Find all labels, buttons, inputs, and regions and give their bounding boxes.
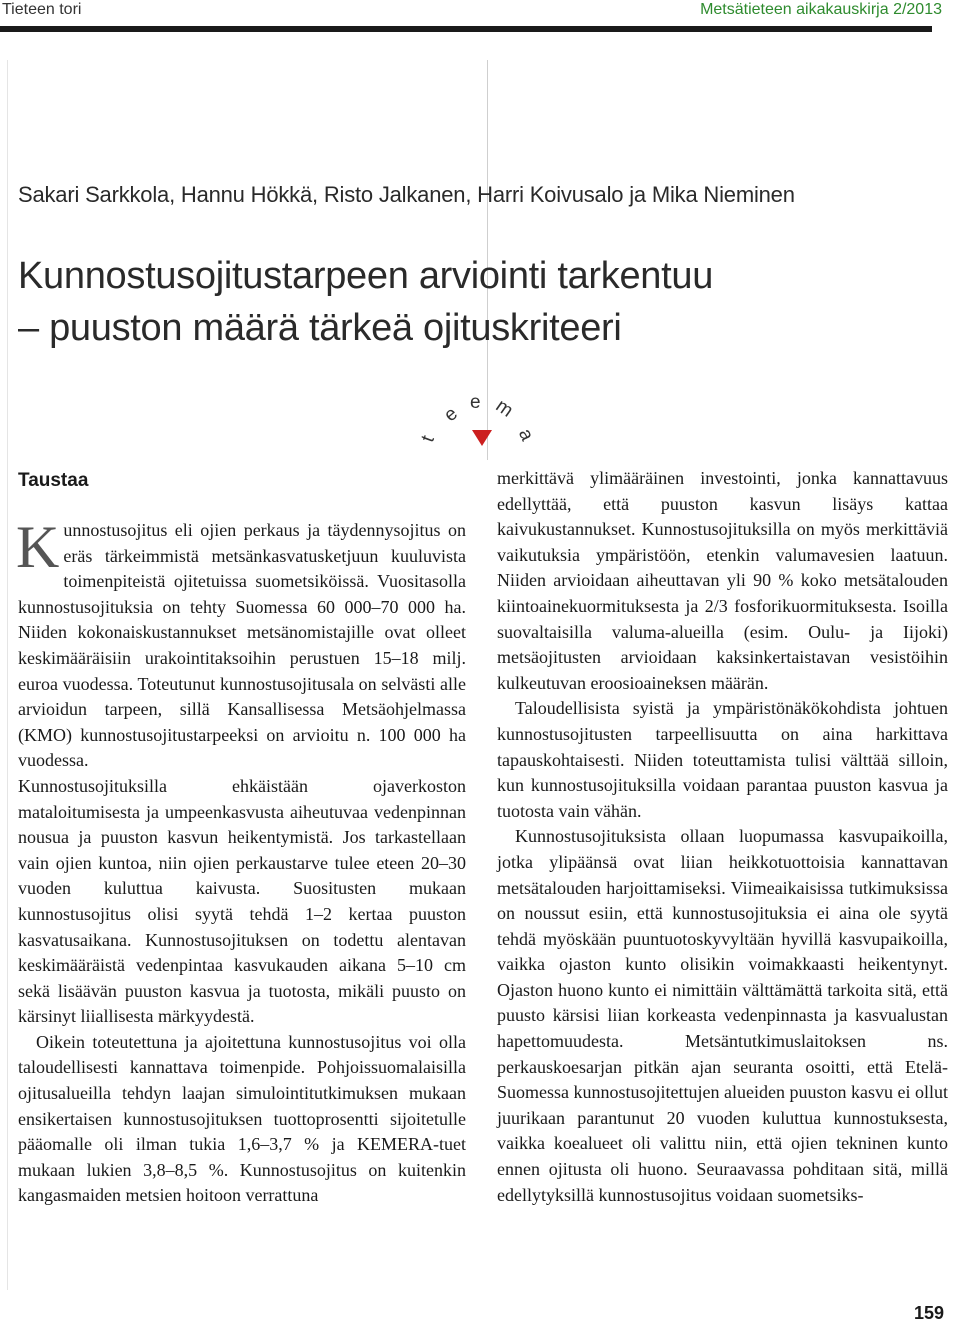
section-heading: Taustaa bbox=[18, 470, 89, 491]
teema-letter: m bbox=[491, 395, 517, 422]
journal-label: Metsätieteen aikakauskirja 2/2013 bbox=[700, 1, 942, 18]
article-authors: Sakari Sarkkola, Hannu Hökkä, Risto Jalkanen, Harri Koivusalo ja Mika Nieminen bbox=[18, 182, 795, 207]
teema-letter: t bbox=[417, 432, 439, 445]
drop-cap: K bbox=[16, 514, 60, 580]
paragraph: Taloudellisista syistä ja ympäristönäkökohdista johtuen kunnostusojitusten tarpeellisuutta on aina harkittava tapauskohtaisesti. Niiden toteuttamista tulisi välttää silloin, kun kunnostusojituksilla voidaan parantaa puuston kasvua ja tuotosta vain vähän. bbox=[497, 698, 948, 821]
teema-letter: e bbox=[440, 403, 462, 427]
title-line-1: Kunnostusojitustarpeen arviointi tarkentuu bbox=[18, 255, 714, 297]
paragraph: Oikein toteutettuna ja ajoitettuna kunnostusojitus voi olla taloudellisesti kannattava toimenpide. Pohjoissuomalaisilla ojitusalueilla tehdyn laajan simulointitutkimuksen mukaan ensikertaisen kunnostusojituksen tuottoprosentti sijoitetulle pääomalle oli ilman tukia 1,6–3,7 % ja KEMERA-tuet mukaan lukien 3,8–8,5 %. Kunnostusojitus on kuitenkin kangasmaiden metsien hoitoon verrattuna bbox=[18, 1031, 466, 1206]
header-rule bbox=[0, 26, 932, 32]
page-number: 159 bbox=[913, 1303, 944, 1323]
left-column bbox=[18, 468, 466, 1209]
paragraph bbox=[16, 514, 466, 774]
paragraph: merkittävä ylimääräinen investointi, jonka kannattavuus edellyttää, että puuston kasvun lisäys kattaa kaivukustannukset. Kunnostusojituksilla on myös merkittäviä vaikutuksia ympäristöön, etenkin valumavesien laatuun. Niiden arvioidaan aiheuttavan yli 90 % koko metsätalouden kiintoainekuormituksesta ja 2/3 fosforikuormituksesta. Isoilla suovaltaisilla valuma-alueilla (esim. Oulu- ja Iijoki) metsäojitusten arvioidaan kaksinkertaistavan vesistöihin kulkeutuvan eroosioaineksen määrän. bbox=[497, 468, 948, 693]
paragraph: Kunnostusojituksilla ehkäistään ojaverkoston mataloitumisesta ja umpeenkasvusta aiheutuvaa vedenpinnan nousua ja puuston kasvun heikentymistä. Jos tarkastellaan vain ojien kuntoa, niin ojien perkaustarve tulee eteen 20–30 vuoden kuluttua kaivusta. Suositusten mukaan kunnostusojitus olisi syytä tehdä 1–2 kertaa puuston kasvatusaikana. Kunnostusojituksen on todettu alentavan keskimääräistä vedenpintaa kasvukauden aikana 5–10 cm sekä lisäävän puuston kasvua ja tuotosta, mikäli puusto on kärsinyt liiallisesta märkyydestä. bbox=[18, 775, 466, 1027]
teema-badge bbox=[417, 390, 550, 450]
right-column bbox=[497, 466, 948, 1208]
article-title bbox=[18, 250, 938, 354]
paragraph-text: unnostusojitus eli ojien perkaus ja täydennysojitus on eräs tärkeimmistä metsänkasvatusketjuun kuuluvista toimenpiteistä ojitetuissa suometsiköissä. Vuositasolla kunnostusojituksia on tehty Suomessa 60 000–70 000 ha. Niiden kokonaiskustannukset metsänomistajille ovat olleet keskimääräisiin urakointitaksoihin perustuen 15–18 milj. euroa vuodessa. Toteutunut kunnostusojitusala on selvästi alle arvioidun tarpeen, sillä Kansallisessa Metsäohjelmassa (KMO) kunnostusojitustarpeeksi on arvioitu n. 100 000 ha vuodessa. bbox=[18, 520, 466, 771]
teema-letter: a bbox=[513, 425, 538, 445]
triangle-marker-icon bbox=[472, 430, 492, 446]
teema-letter: e bbox=[470, 392, 481, 413]
title-line-2: – puuston määrä tärkeä ojituskriteeri bbox=[18, 307, 622, 349]
margin-line bbox=[7, 60, 8, 1290]
running-header bbox=[0, 0, 960, 26]
section-label: Tieteen tori bbox=[2, 1, 82, 18]
paragraph: Kunnostusojituksista ollaan luopumassa kasvupaikoilla, jotka ylipäänsä ovat liian heikkotuottoisia kannattavan metsätalouden harjoittamiseksi. Viimeaikaisissa tutkimuksissa on noussut esiin, että kunnostusojituksia ei aina ole syytä tehdä myöskään puuntuotoskyvyltään hyvillä kasvupaikoilla, vaikka ojaston kunto olisikin voimakkaasti heikentynyt. Ojaston huono kunto ei nimittäin välttämättä tarkoita sitä, että puusto kärsisi liian korkeasta vedenpinnasta ja kasvualustan hapettomuudesta. Metsäntutkimuslaitoksen ns. perkauskoesarjan pitkän ajan seuranta osoitti, että Etelä-Suomessa kunnostusojitettujen alueiden puuston kasvu ei ollut juurikaan parantunut 20 vuoden kuluttua kunnostuksesta, vaikka koealueet oli valittu niin, että ojien tekninen kunto ennen ojitusta oli huono. Seuraavassa pohditaan sitä, millä edellytyksillä kunnostusojitus voidaan suometsiks- bbox=[497, 826, 948, 1205]
